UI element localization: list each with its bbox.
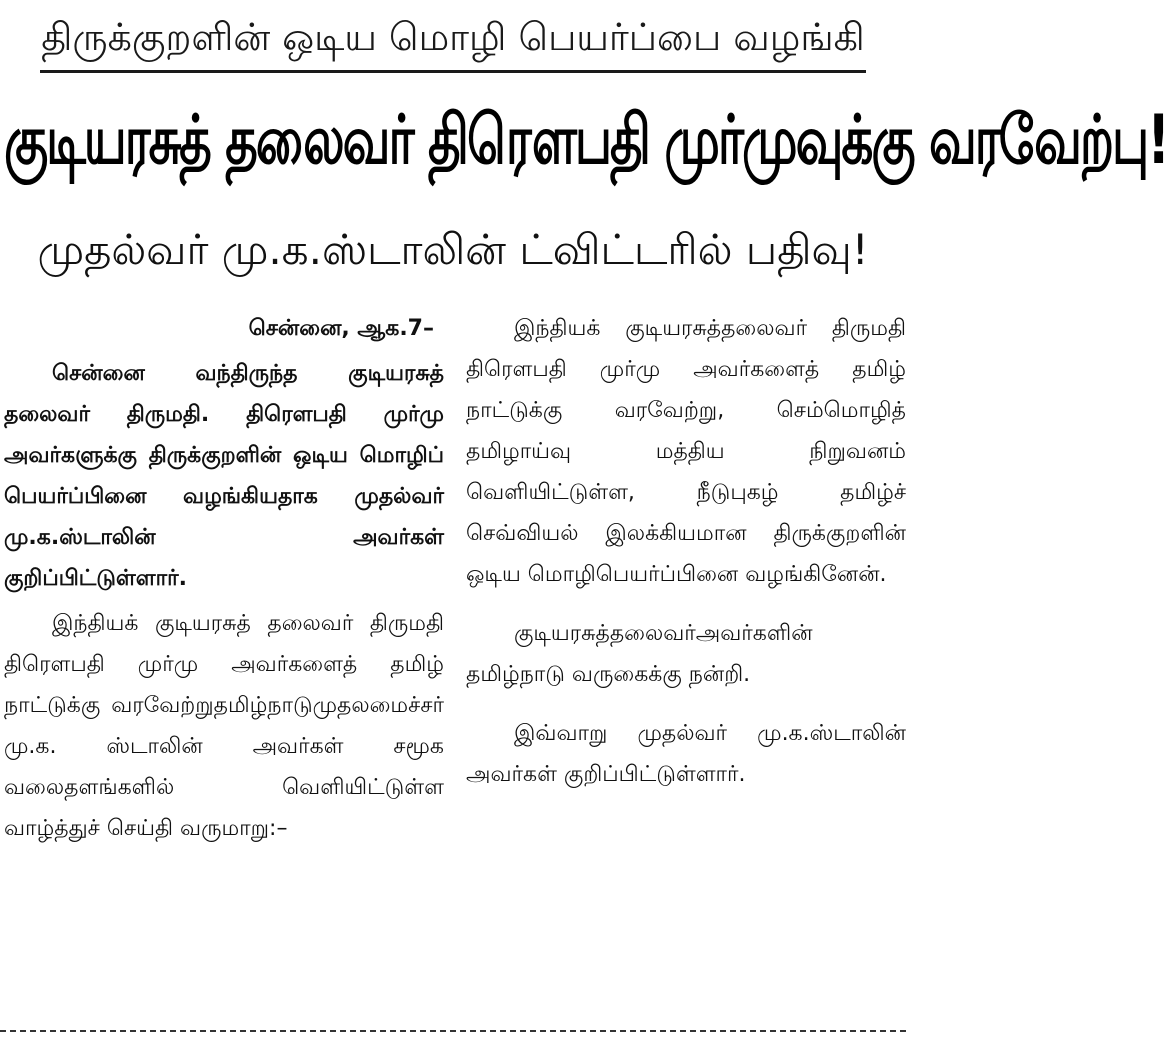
- body-paragraph: இந்தியக் குடியரசுத்தலைவர் திருமதி திரௌபதி முர்மு அவர்களைத் தமிழ் நாட்டுக்கு வரவேற்று, செம்மொழித் தமிழாய்வு மத்திய நிறுவனம் வெளியிட்டுள்ள, நீடுபுகழ் தமிழ்ச் செவ்வியல் இலக்கியமான திருக்குறளின் ஒடிய மொழிபெயர்ப்பினை வழங்கினேன்.: [466, 316, 906, 587]
- dateline: சென்னை, ஆக.7–: [248, 316, 434, 341]
- kicker-line: திருக்குறளின் ஒடிய மொழி பெயர்ப்பை வழங்கி: [41, 15, 865, 59]
- lead-paragraph: சென்னை வந்திருந்த குடியரசுத் தலைவர் திருமதி. திரௌபதி முர்மு அவர்களுக்கு திருக்குறளின் ஒடிய மொழிப் பெயர்ப்பினை வழங்கியதாக முதல்வர் மு.க.ஸ்டாலின் அவர்கள் குறிப்பிட்டுள்ளார்.: [4, 361, 444, 591]
- cut-line-divider: [0, 1030, 906, 1032]
- subheadline: முதல்வர் மு.க.ஸ்டாலின் ட்விட்டரில் பதிவு!: [37, 225, 869, 274]
- right-column: [466, 308, 906, 795]
- left-column: [4, 308, 444, 849]
- headline: குடியரசுத் தலைவர் திரௌபதி முர்முவுக்கு வரவேற்பு!: [4, 100, 1168, 180]
- body-paragraph: இவ்வாறு முதல்வர் மு.க.ஸ்டாலின் அவர்கள் குறிப்பிட்டுள்ளார்.: [466, 721, 906, 787]
- body-paragraph: குடியரசுத்தலைவர்அவர்களின் தமிழ்நாடு வருகைக்கு நன்றி.: [466, 621, 813, 687]
- body-paragraph: இந்தியக் குடியரசுத் தலைவர் திருமதி திரௌபதி முர்மு அவர்களைத் தமிழ் நாட்டுக்கு வரவேற்றுதமிழ்நாடுமுதலமைச்சர் மு.க. ஸ்டாலின் அவர்கள் சமூக வலைதளங்களில் வெளியிட்டுள்ள வாழ்த்துச் செய்தி வருமாறு:–: [4, 611, 444, 841]
